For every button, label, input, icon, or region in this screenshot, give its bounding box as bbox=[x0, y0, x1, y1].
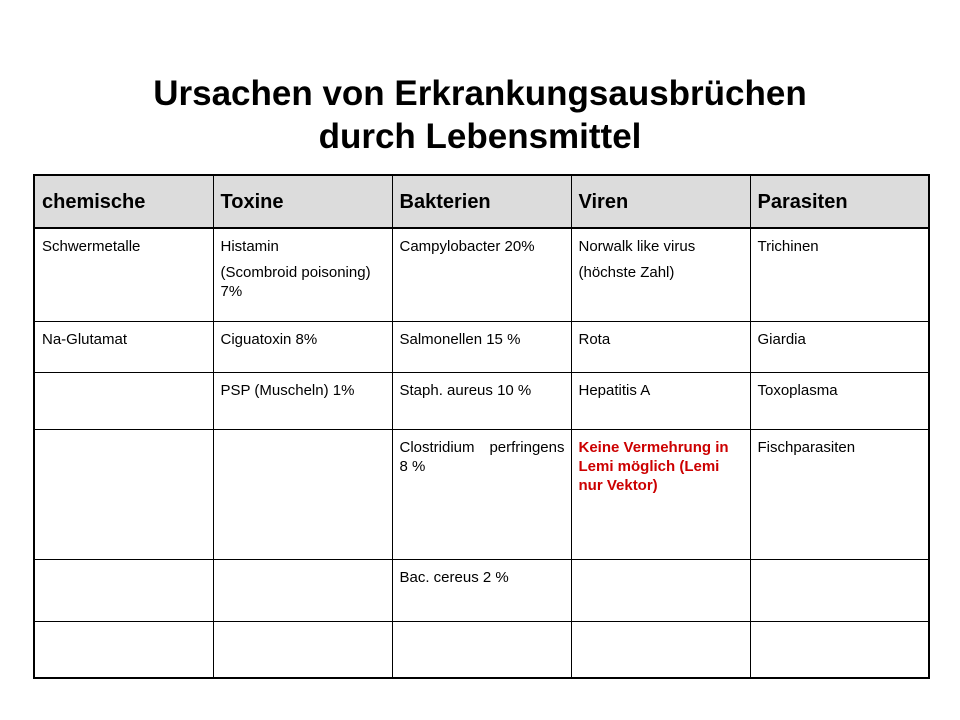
highlight-note: Keine Vermehrung in Lemi möglich (Lemi nur Vektor) bbox=[578, 438, 729, 494]
cell-text: Bac. cereus 2 % bbox=[399, 569, 509, 587]
causes-table bbox=[33, 174, 930, 679]
cell-parasiten bbox=[750, 560, 929, 622]
table-row bbox=[34, 228, 929, 322]
cell-viren bbox=[571, 373, 750, 429]
cell-chemische bbox=[34, 373, 213, 429]
cell-bakterien bbox=[392, 621, 571, 678]
cell-parasiten bbox=[750, 373, 929, 429]
cell-chemische bbox=[34, 560, 213, 622]
cell-text: Norwalk like virus bbox=[578, 238, 696, 255]
cell-bakterien bbox=[392, 429, 571, 560]
cell-viren bbox=[571, 560, 750, 622]
cell-text: Na-Glutamat bbox=[42, 331, 128, 349]
cell-toxine bbox=[213, 429, 392, 560]
header-chemische: chemische bbox=[34, 175, 213, 228]
cell-text: Rota bbox=[578, 331, 611, 349]
cell-bakterien bbox=[392, 373, 571, 429]
cell-text: Campylobacter 20% bbox=[399, 238, 535, 255]
table-row bbox=[34, 621, 929, 678]
cell-toxine bbox=[213, 228, 392, 322]
cell-parasiten bbox=[750, 429, 929, 560]
cell-bakterien bbox=[392, 322, 571, 373]
cell-viren bbox=[571, 621, 750, 678]
cell-text: (Scombroid poisoning) 7% bbox=[220, 264, 371, 300]
header-toxine: Toxine bbox=[213, 175, 392, 228]
cell-text: Toxoplasma bbox=[757, 382, 838, 400]
cell-text: Fischparasiten bbox=[757, 438, 856, 456]
cell-viren bbox=[571, 228, 750, 322]
cell-text: Trichinen bbox=[757, 238, 819, 255]
cell-text: Histamin bbox=[220, 238, 279, 255]
cell-text: Ciguatoxin 8% bbox=[220, 331, 318, 349]
header-viren: Viren bbox=[571, 175, 750, 228]
cell-parasiten bbox=[750, 228, 929, 322]
cell-chemische bbox=[34, 429, 213, 560]
slide-title bbox=[0, 72, 960, 158]
slide-title-line-1: Ursachen von Erkrankungsausbrüchen bbox=[153, 74, 807, 113]
table-row bbox=[34, 373, 929, 429]
table-row bbox=[34, 429, 929, 560]
table-row bbox=[34, 322, 929, 373]
header-parasiten: Parasiten bbox=[750, 175, 929, 228]
cell-text: PSP (Muscheln) 1% bbox=[220, 382, 355, 400]
cell-chemische bbox=[34, 322, 213, 373]
cell-toxine bbox=[213, 621, 392, 678]
cell-text: Schwermetalle bbox=[42, 238, 141, 255]
cell-toxine bbox=[213, 322, 392, 373]
cell-toxine bbox=[213, 560, 392, 622]
cell-text: Salmonellen 15 % bbox=[399, 331, 521, 349]
cell-toxine bbox=[213, 373, 392, 429]
cell-text: Giardia bbox=[757, 331, 806, 349]
cell-parasiten bbox=[750, 621, 929, 678]
cell-bakterien bbox=[392, 560, 571, 622]
cell-bakterien bbox=[392, 228, 571, 322]
table-row bbox=[34, 560, 929, 622]
cell-chemische bbox=[34, 228, 213, 322]
cell-text: Clostridium perfringens 8 % bbox=[399, 438, 565, 475]
header-bakterien: Bakterien bbox=[392, 175, 571, 228]
cell-parasiten bbox=[750, 322, 929, 373]
cell-text: Hepatitis A bbox=[578, 382, 651, 400]
table-header-row bbox=[34, 175, 929, 228]
cell-viren-highlight bbox=[571, 429, 750, 560]
cell-viren bbox=[571, 322, 750, 373]
cell-text: Staph. aureus 10 % bbox=[399, 382, 532, 400]
cell-chemische bbox=[34, 621, 213, 678]
cell-text: (höchste Zahl) bbox=[578, 264, 675, 281]
slide-title-line-2: durch Lebensmittel bbox=[318, 117, 642, 156]
